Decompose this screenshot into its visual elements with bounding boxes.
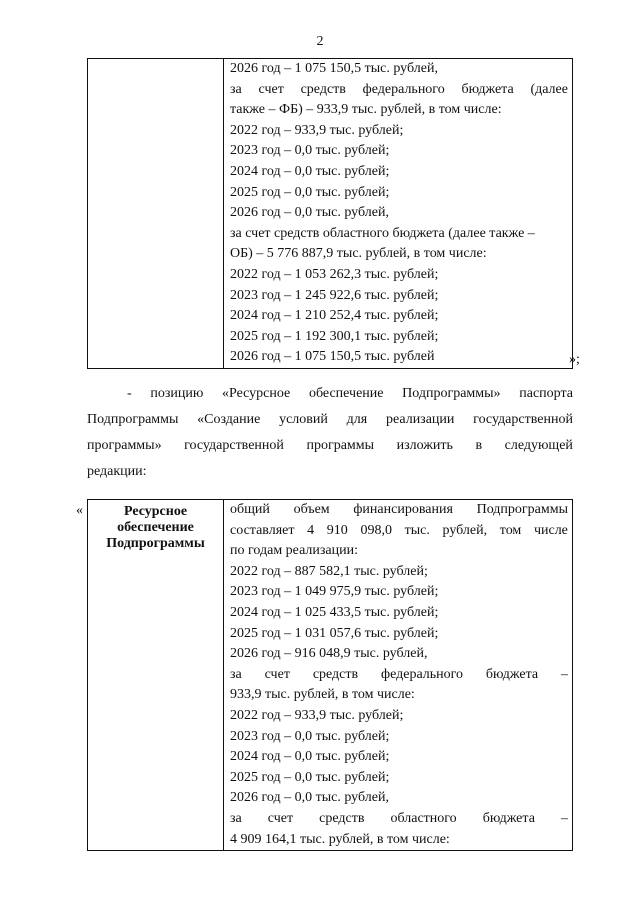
t2-text (230, 521, 568, 542)
paragraph-text (87, 407, 573, 433)
word: Подпрограммы (87, 412, 179, 427)
word: счет (258, 81, 284, 97)
word: 910 (326, 522, 348, 538)
t2-line: 2025 год – 1 031 057,6 тыс. рублей; (230, 625, 439, 641)
resource-table-new (87, 499, 573, 851)
word: позицию (150, 386, 204, 401)
t1-line (230, 80, 568, 101)
t2-line: 2022 год – 887 582,1 тыс. рублей; (230, 563, 428, 579)
t1-line: 2022 год – 933,9 тыс. рублей; (230, 122, 404, 138)
paragraph-text (87, 433, 573, 459)
paragraph-line: редакции: (87, 464, 147, 479)
word: средств (300, 81, 346, 97)
word: паспорта (519, 386, 573, 401)
t2-line: 2022 год – 933,9 тыс. рублей; (230, 707, 404, 723)
word: объем (293, 502, 330, 517)
word: бюджета (485, 666, 539, 682)
table2-heading-cell (88, 500, 224, 851)
table1-left-cell (88, 59, 224, 369)
instruction-paragraph (87, 381, 573, 485)
word: Подпрограммы» (402, 386, 501, 401)
t2-line: 4 909 164,1 тыс. рублей, в том числе: (230, 831, 450, 847)
word: бюджета (482, 810, 535, 826)
word: условий (279, 412, 328, 427)
word: Подпрограммы (476, 502, 568, 517)
word: общий (230, 502, 270, 517)
t2-line: 2024 год – 1 025 433,5 тыс. рублей; (230, 604, 439, 620)
word: программы (306, 438, 375, 453)
word: 098,0 (360, 522, 392, 538)
table1-right-cell (224, 59, 573, 369)
t1-line: 2026 год – 1 075 150,5 тыс. рублей, (230, 61, 438, 76)
word: «Ресурсное (221, 386, 291, 401)
page-number: 2 (316, 34, 324, 49)
t1-line: 2025 год – 1 192 300,1 тыс. рублей; (230, 328, 439, 344)
t1-line: 2024 год – 1 210 252,4 тыс. рублей; (230, 308, 439, 324)
resource-table-continued (87, 58, 573, 369)
t1-line: 2023 год – 0,0 тыс. рублей; (230, 143, 390, 159)
t2-line (230, 809, 568, 830)
t1-line: 2024 год – 0,0 тыс. рублей; (230, 163, 390, 179)
word: составляет (230, 522, 295, 538)
t2-text (230, 665, 568, 686)
word: средств (319, 810, 365, 826)
t1-line: 2026 год – 0,0 тыс. рублей, (230, 205, 389, 221)
t2-line: 2023 год – 1 049 975,9 тыс. рублей; (230, 584, 439, 600)
t2-line: 2025 год – 0,0 тыс. рублей; (230, 769, 390, 785)
resource-heading: Ресурсное обеспечение Подпрограммы (106, 504, 205, 551)
word: за (230, 81, 242, 97)
word: программы» (87, 438, 162, 453)
word: реализации (385, 412, 455, 427)
t2-text (230, 500, 568, 521)
t1-line: 2026 год – 1 075 150,5 тыс. рублей (230, 349, 435, 365)
word: за (230, 810, 242, 826)
word: тыс. (404, 522, 430, 538)
paragraph-line (87, 433, 573, 459)
word: в (475, 438, 483, 453)
word: – (560, 666, 568, 682)
word: счет (264, 666, 290, 682)
word: государственной (473, 412, 573, 427)
paragraph-text (127, 381, 573, 407)
t1-word (230, 80, 568, 101)
word: за (230, 666, 242, 682)
word: для (346, 412, 368, 427)
table2-right-cell (224, 500, 573, 851)
word: бюджета (461, 81, 514, 97)
word: «Создание (197, 412, 261, 427)
t2-line: 2026 год – 0,0 тыс. рублей, (230, 790, 389, 806)
t1-line: 2022 год – 1 053 262,3 тыс. рублей; (230, 266, 439, 282)
word: (далее (530, 81, 568, 97)
word: государственной (184, 438, 284, 453)
word: финансирования (353, 502, 453, 517)
t1-line: 2025 год – 0,0 тыс. рублей; (230, 184, 390, 200)
word: федерального (362, 81, 445, 97)
t1-line: ОБ) – 5 776 887,9 тыс. рублей, в том числе: (230, 246, 487, 262)
opening-quote: « (76, 503, 83, 518)
t2-text (230, 809, 568, 830)
word: счет (267, 810, 294, 826)
t2-line (230, 521, 568, 542)
word: рублей, (442, 522, 488, 538)
word: - (127, 386, 132, 401)
word: средств (312, 666, 359, 682)
word: областного (390, 810, 457, 826)
closing-quote: »; (569, 352, 580, 367)
t2-line: 2024 год – 0,0 тыс. рублей; (230, 749, 390, 765)
t2-line: 2026 год – 916 048,9 тыс. рублей, (230, 646, 428, 662)
t1-line: за счет средств областного бюджета (далее также – (230, 225, 535, 241)
word: обеспечение (308, 386, 384, 401)
t2-line: 933,9 тыс. рублей, в том числе: (230, 687, 415, 703)
word: числе (533, 522, 568, 538)
t1-line: 2023 год – 1 245 922,6 тыс. рублей; (230, 287, 439, 303)
word: следующей (504, 438, 573, 453)
t2-line (230, 665, 568, 686)
t2-line: по годам реализации: (230, 543, 358, 559)
t1-line: также – ФБ) – 933,9 тыс. рублей, в том числе: (230, 102, 502, 118)
t2-line: 2023 год – 0,0 тыс. рублей; (230, 728, 390, 744)
word: том (499, 522, 522, 538)
word: изложить (396, 438, 453, 453)
word: федерального (381, 666, 464, 682)
word: – (560, 810, 568, 826)
paragraph-line (87, 407, 573, 433)
word: 4 (307, 522, 315, 538)
t2-line (230, 500, 568, 521)
paragraph-line (87, 381, 573, 407)
